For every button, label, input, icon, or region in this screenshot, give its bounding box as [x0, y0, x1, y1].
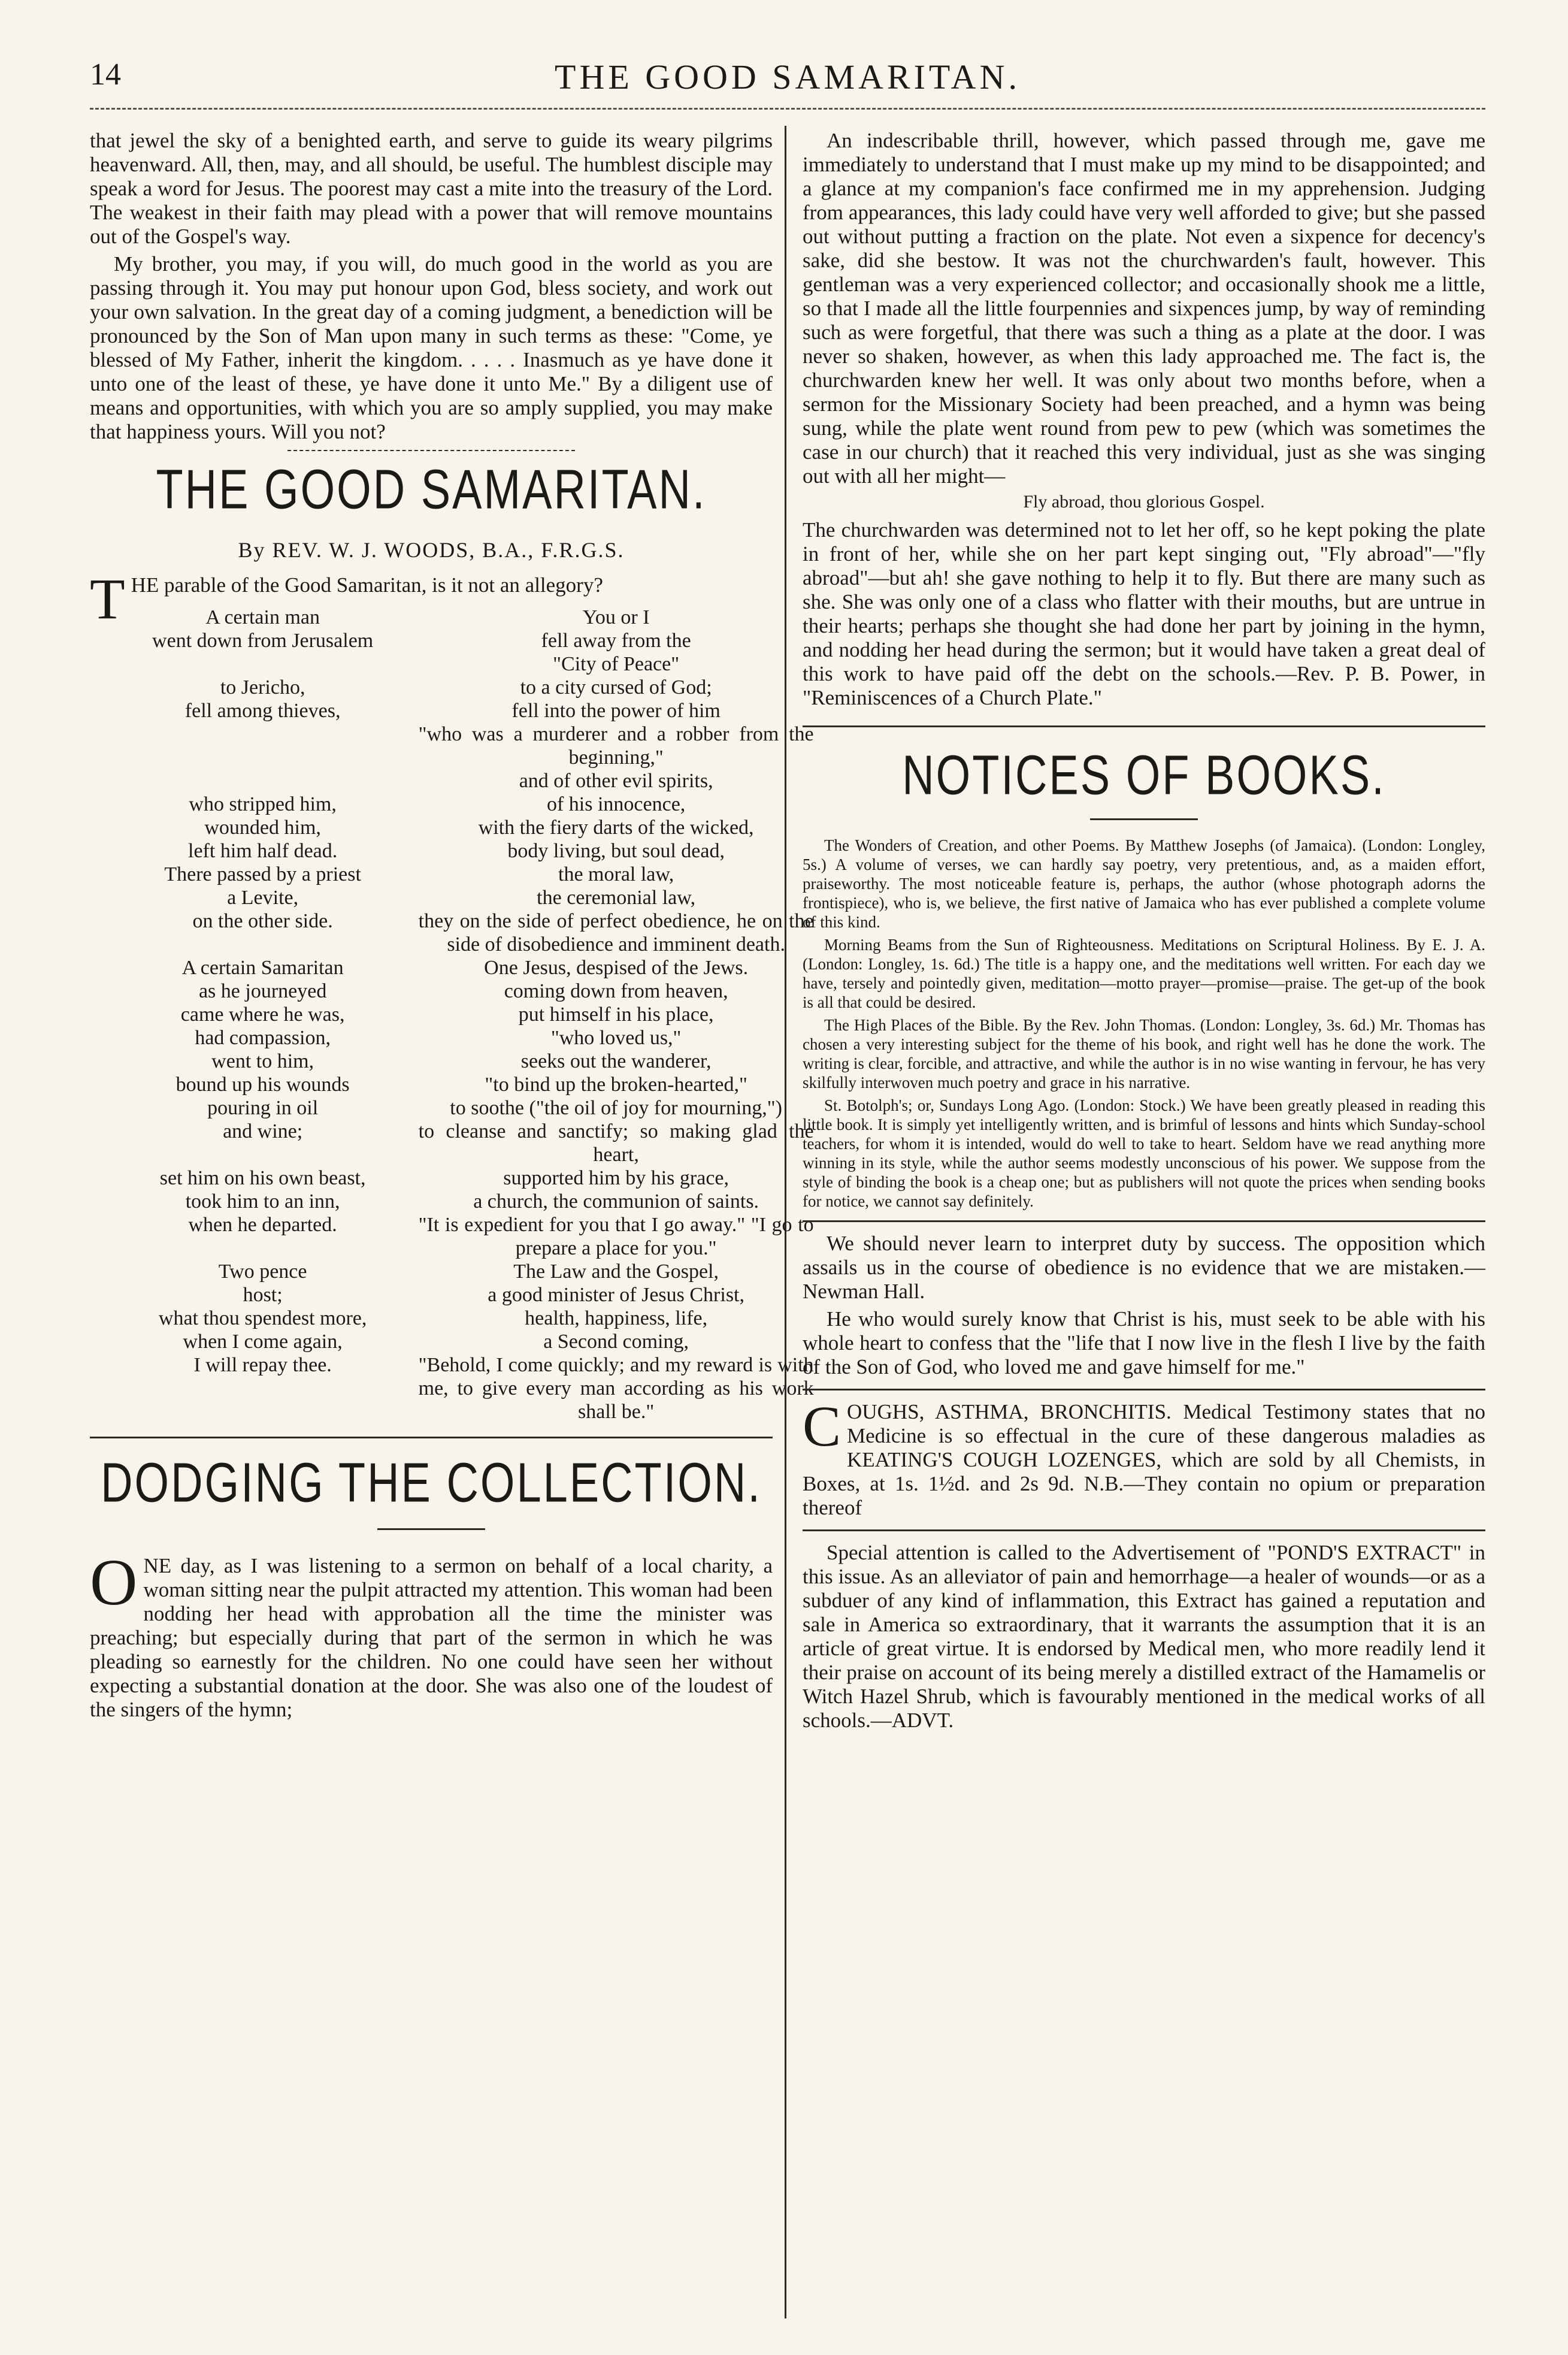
drop-cap: O	[90, 1546, 138, 1619]
advert-coughs-text: OUGHS, ASTHMA, BRONCHITIS. Medical Testimony states that no Medicine is so effectual in the cure of these dangerous maladies as KEATING'S COUGH LOZENGES, which are sold by all Chemists, in Boxes, at 1s. 1½d. and 2s 9d. N.B.—They contain no opium or preparation thereof	[803, 1400, 1485, 1519]
poem-left-line: set him on his own beast, took him to an inn,	[159, 1167, 366, 1213]
section-rule	[90, 1437, 773, 1438]
advert-coughs	[803, 1394, 1485, 1520]
dodging-paragraph	[90, 1546, 773, 1722]
book-review: St. Botolph's; or, Sundays Long Ago. (London: Stock.) We have been greatly pleased in reading this little book. It is simply yet intelligently written, and is brimful of lessons and hints which Sunday-school teachers, for whom it is intended, would do well to take to heart. Seldom have we read anything more winning in its style, while the author seems modestly unconscious of his power. We suppose from the style of binding the book is a cheap one; but as publishers will not quote the prices when sending books for notice, we cannot say definitely.	[803, 1096, 1485, 1210]
poem-right-line: to a city cursed of God; fell into the power of him "who was a murderer and a robber from the beginning," and of other evil spirits,	[418, 676, 814, 792]
poem-right-line: One Jesus, despised of the Jews.	[484, 957, 749, 979]
poem-left-line: who stripped him, wounded him,	[189, 793, 337, 839]
book-review: Morning Beams from the Sun of Righteousness. Meditations on Scriptural Holiness. By E. J. A. (London: Longley, 1s. 6d.) The title is a happy one, and the meditations well written. For each day we have, tersely and pointedly given, meditation—motto prayer—promise—praise. The get-up of the book is all that could be desired.	[803, 936, 1485, 1011]
poem-table	[131, 606, 814, 1423]
hymn-line: Fly abroad, thou glorious Gospel.	[1023, 492, 1265, 512]
poem-left-line: A certain man went down from Jerusalem	[152, 606, 374, 652]
quote-faith: He who would surely know that Christ is his, must seek to be able with his whole heart to confess that the "life that I now live in the flesh I live by the faith of the Son of God, who loved me and gave himself for me."	[803, 1307, 1485, 1378]
poem-left-line: to Jericho, fell among thieves,	[184, 676, 341, 722]
book-reviews	[803, 836, 1485, 1211]
poem-right-line: to soothe ("the oil of joy for mourning,")	[450, 1097, 782, 1119]
book-review: The Wonders of Creation, and other Poems. By Matthew Josephs (of Jamaica). (London: Longley, 5s.) A volume of verses, we can hardly say poetry, very pretentious, and, as a maiden effort, praiseworthy. The most noticeable feature is, perhaps, the author (whose photograph adorns the frontispiece), who is, we believe, the first native of Jamaica who has ever published a complete volume of this kind.	[803, 836, 1485, 931]
header-rule	[90, 108, 1485, 110]
intro-paragraph: My brother, you may, if you will, do much good in the world as you are passing through it. You may put honour upon God, bless society, and work out your own salvation. In the great day of a coming judgment, a benediction will be pronounced by the Son of Man upon many in such terms as these: "Come, ye blessed of My Father, inherit the kingdom. . . . . Inasmuch as ye have done it unto one of the least of these, ye have done it unto Me." By a diligent use of means and opportunities, with which you are so amply supplied, you may make that happiness yours. Will you not?	[90, 252, 773, 443]
dodging-continued: An indescribable thrill, however, which passed through me, gave me immediately to understand that I must make up my mind to be disappointed; and a glance at my companion's face confirmed me in my apprehension. Judging from appearances, this lady could have very well afforded to give; but she passed out without putting a fraction on the plate. Not even a sixpence for decency's sake, did she bestow. It was not the churchwarden's fault, however. This gentleman was a very experienced collector; and occasionally shook me a little, so that I made all the little fourpennies and sixpences jump, by way of reminding such as were forgetful, that there was such a thing as a plate at the door. I was never so shaken, however, as when this lady approached me. The fact is, the churchwarden knew her well. It was only about two months before, when a sermon for the Missionary Society had been preached, and a hymn was being sung, while the plate went round from pew to pew (which was sometimes the case in our church) that it reached this very individual, just as she was singing out with all her might—	[803, 129, 1485, 488]
dodging-heading: DODGING THE COLLECTION.	[101, 1451, 762, 1514]
page-number: 14	[90, 58, 121, 92]
quote-newman-hall: We should never learn to interpret duty by success. The opposition which assails us in the course of obedience is no evidence that we are mistaken.—Newman Hall.	[803, 1232, 1485, 1303]
page-header	[90, 57, 1485, 105]
poem-right-line: coming down from heaven, put himself in his place, "who loved us," seeks out the wanderer, "to bind up the broken-hearted,"	[485, 980, 747, 1096]
section-rule	[803, 1529, 1485, 1531]
section-rule	[803, 725, 1485, 727]
poem-left-line: as he journeyed came where he was, had compassion, went to him, bound up his wounds	[175, 980, 350, 1096]
poem-right-line: to cleanse and sanctify; so making glad the heart,	[418, 1120, 814, 1166]
poem-byline: By REV. W. J. WOODS, B.A., F.R.G.S.	[238, 538, 625, 562]
section-rule	[803, 1389, 1485, 1390]
drop-cap: T	[90, 567, 125, 631]
dodging-text: NE day, as I was listening to a sermon on behalf of a local charity, a woman sitting near the pulpit attracted my attention. This woman had been nodding her head with approbation all the time the minister was preaching; but especially during that part of the sermon in which he was pleading so earnestly for the children. No one could have seen her without expecting a substantial donation at the door. She was also one of the loudest of the singers of the hymn;	[90, 1554, 773, 1721]
section-rule	[287, 450, 575, 451]
advert-ponds	[803, 1541, 1485, 1733]
left-column	[90, 129, 814, 1725]
poem-left-line: Two pence host; what thou spendest more, when I come again, I will repay thee.	[158, 1260, 367, 1376]
poem-right-line: supported him by his grace, a church, the communion of saints.	[473, 1167, 759, 1213]
poem-heading: THE GOOD SAMARITAN.	[156, 458, 707, 521]
running-title: THE GOOD SAMARITAN.	[555, 58, 1021, 96]
poem-intro-text: HE parable of the Good Samaritan, is it not an allegory?	[131, 573, 603, 597]
poem-left-line: pouring in oil	[207, 1097, 319, 1119]
section-rule	[803, 1220, 1485, 1222]
drop-cap: C	[803, 1394, 841, 1458]
notices-heading: NOTICES OF BOOKS.	[902, 743, 1386, 806]
intro-paragraph: that jewel the sky of a benighted earth, and serve to guide its weary pilgrims heavenward. All, then, may, and all should, be useful. The humblest disciple may speak a word for Jesus. The poorest may cast a mite into the treasury of the Lord. The weakest in their faith may plead with a power that will remove mountains out of the Gospel's way.	[90, 129, 773, 248]
poem-left-line: left him half dead. There passed by a priest a Levite, on the other side.	[164, 840, 361, 932]
poem-left-line: and wine;	[223, 1120, 303, 1142]
poem-left-line: A certain Samaritan	[181, 957, 344, 979]
book-review: The High Places of the Bible. By the Rev. John Thomas. (London: Longley, 3s. 6d.) Mr. Thomas has chosen a very interesting subject for the theme of his book, and right well has he done the work. The writing is clear, forcible, and attractive, and while the author is in no wise wanting in fervour, he has very skilfully interwoven much poetry and grace in his narrative.	[803, 1016, 1485, 1092]
heading-rule	[377, 1528, 485, 1530]
heading-rule	[1090, 818, 1198, 820]
poem-left-line: when he departed.	[188, 1214, 337, 1236]
advert-ponds-text: Special attention is called to the Advertisement of "POND'S EXTRACT" in this issue. As an alleviator of pain and hemorrhage—a healer of wounds—or as a subduer of any kind of inflammation, this Extract has gained a reputation and sale in America so extraordinary, that it warrants the assumption that it is an article of great virtue. It is endorsed by Medical men, who more readily lend it their praise on account of its being merely a distilled extract of the Hamamelis or Witch Hazel Shrub, which is favourably mentioned in the medical works of all schools.—ADVT.	[803, 1541, 1485, 1732]
poem-right-line: of his innocence, with the fiery darts of the wicked,	[478, 793, 754, 839]
poem-right-line: You or I fell away from the "City of Peace"	[541, 606, 691, 675]
poem-right-line: The Law and the Gospel, a good minister of Jesus Christ, health, happiness, life, a Second coming, "Behold, I come quickly; and my reward is with me, to give every man according as his work shall be."	[418, 1260, 814, 1423]
right-column	[803, 129, 1485, 1736]
poem-right-line: "It is expedient for you that I go away." "I go to prepare a place for you."	[418, 1214, 814, 1259]
dodging-conclusion: The churchwarden was determined not to let her off, so he kept poking the plate in front of her, while she on her part kept singing out, "Fly abroad"—"fly abroad"—but ah! she gave nothing to help it to fly. But there are many such as she. She was only one of a class who flatter with their mouths, but are untrue in their hearts; perhaps she thought she had done her part by joining in the hymn, and nodding her head during the sermon; but it would have taken a great deal of this work to have paid off the debt on the schools.—Rev. P. B. Power, in "Reminiscences of a Church Plate."	[803, 518, 1485, 709]
poem-right-line: body living, but soul dead, the moral law, the ceremonial law, they on the side of perfect obedience, he on the side of disobedience and imminent death.	[418, 840, 814, 956]
